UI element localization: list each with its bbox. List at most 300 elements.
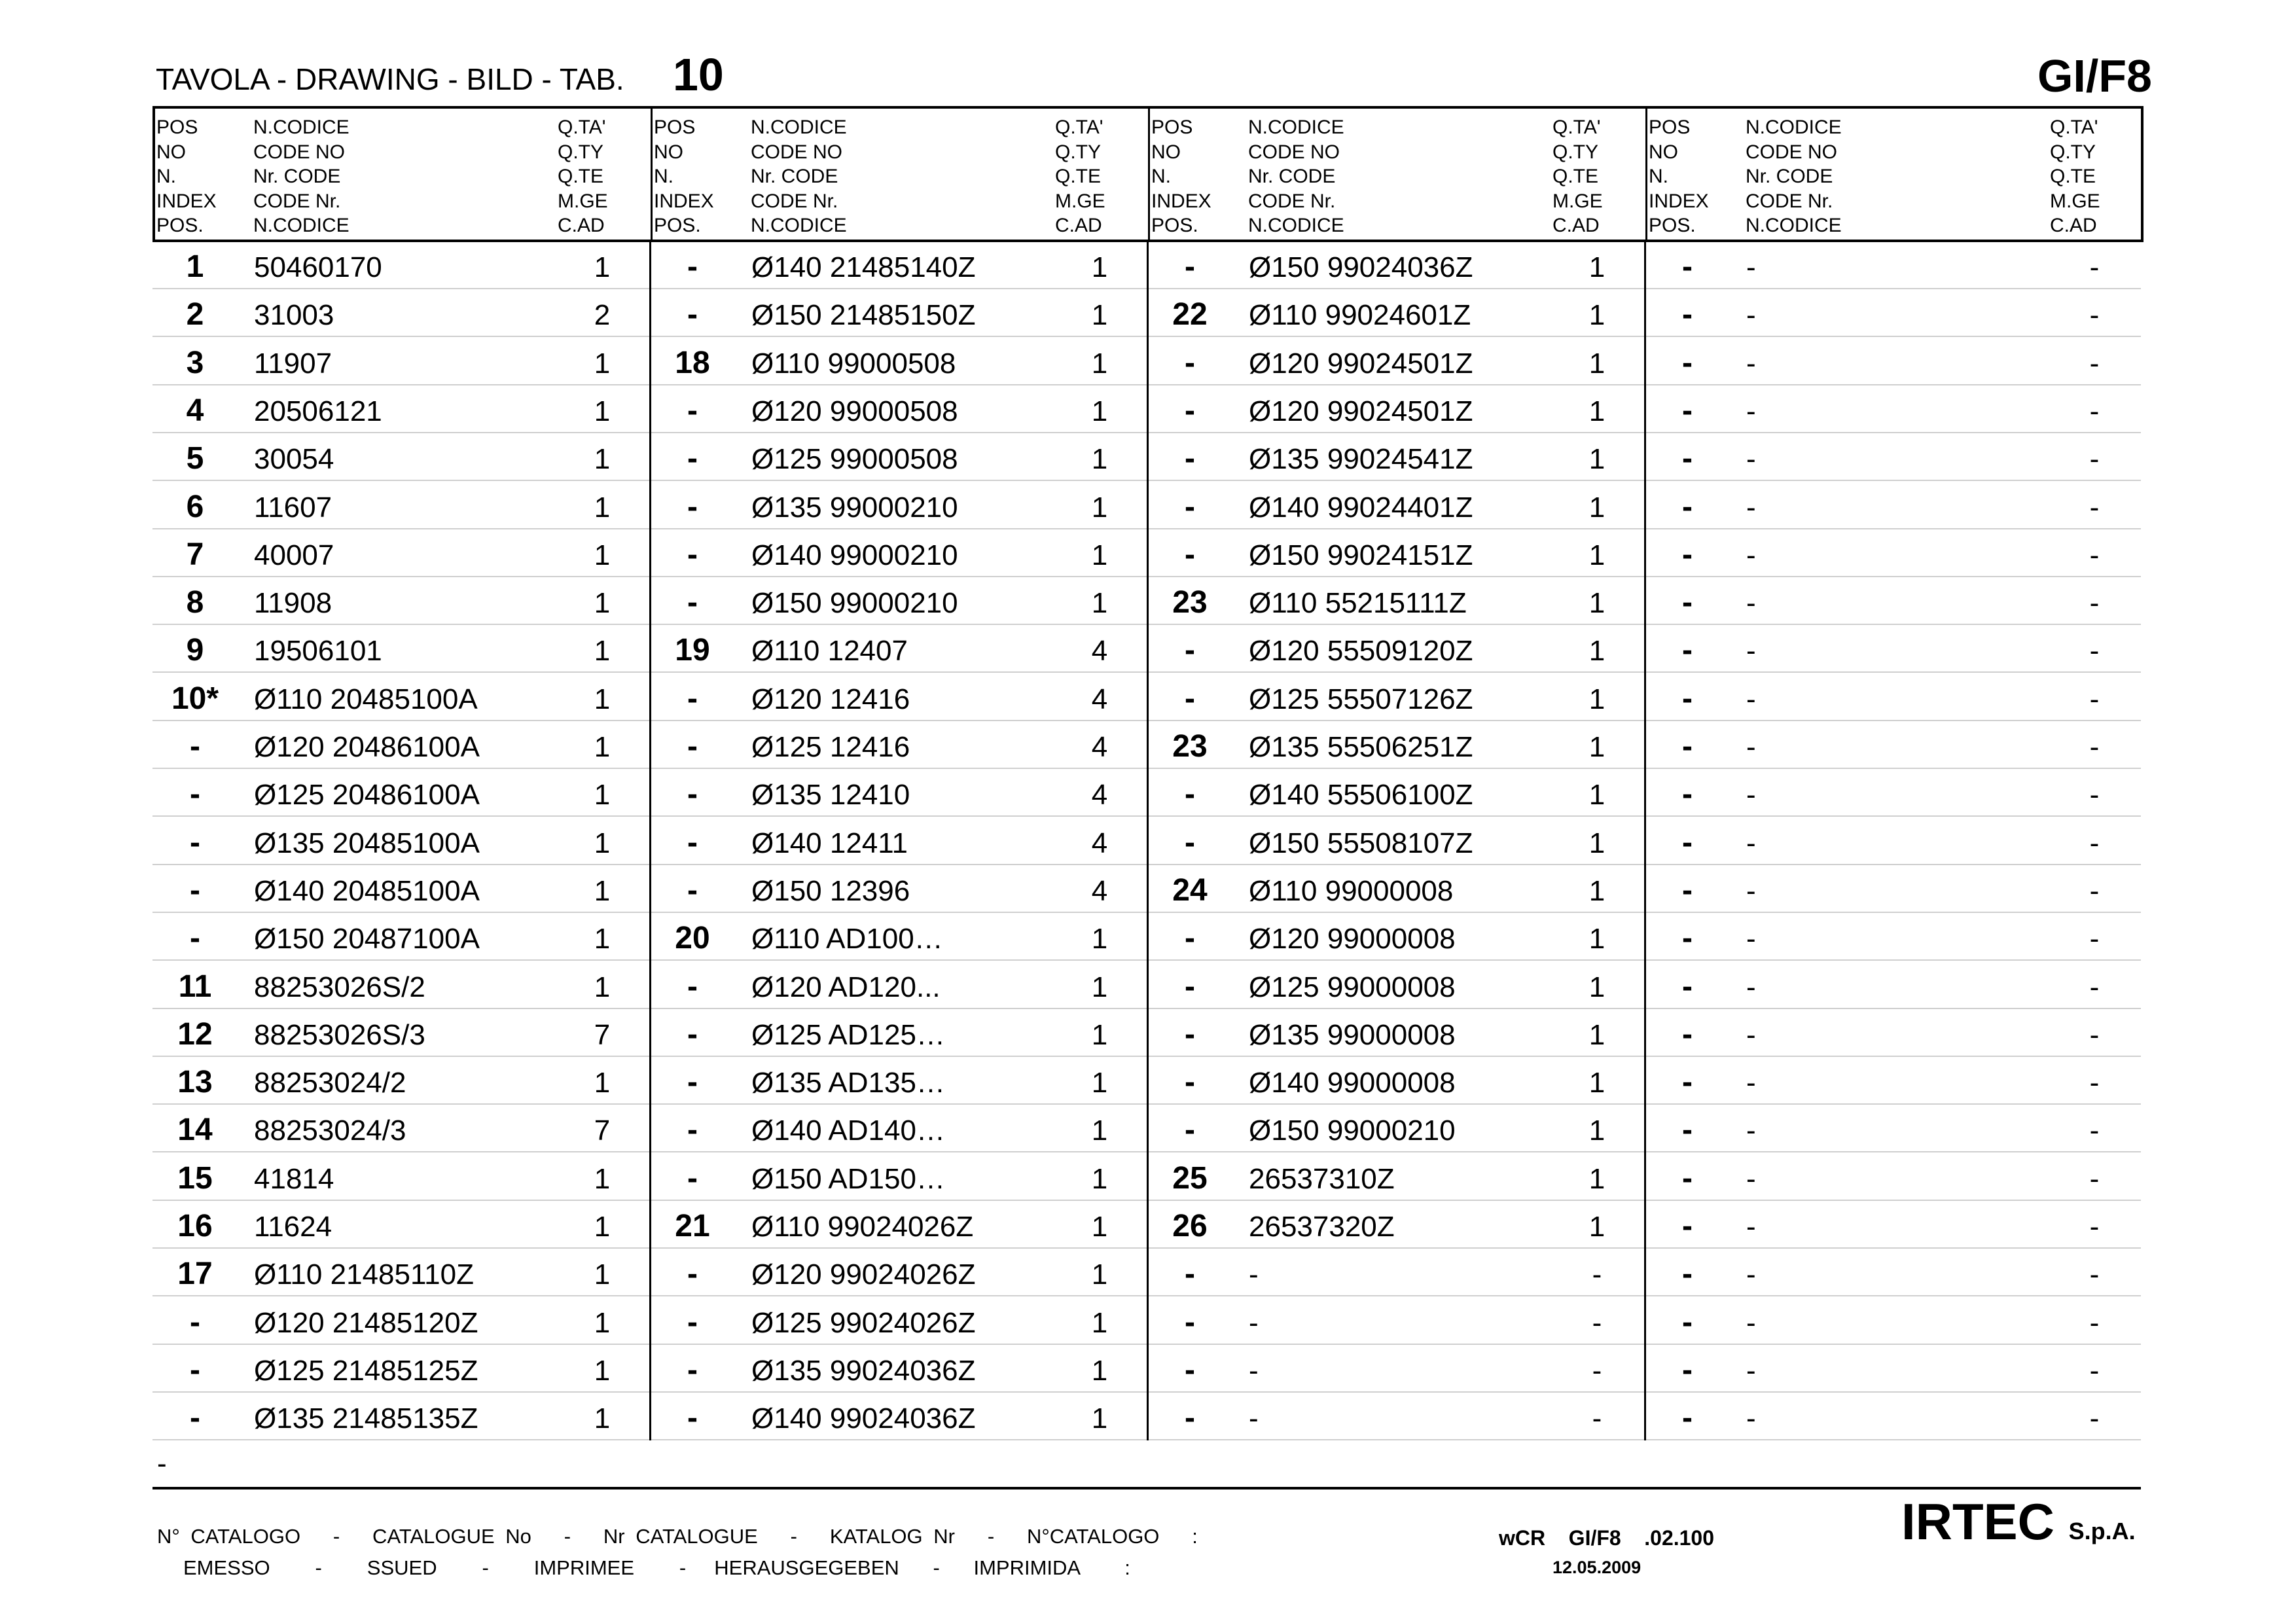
part-code: Ø120 99000008 xyxy=(1249,923,1456,955)
part-quantity: 1 xyxy=(594,779,611,812)
part-quantity: - xyxy=(2089,539,2100,571)
part-quantity: - xyxy=(2089,347,2100,380)
part-quantity: - xyxy=(2089,299,2100,332)
part-quantity: 1 xyxy=(594,971,611,1003)
footer-divider xyxy=(152,1487,2141,1489)
part-code: - xyxy=(1249,1306,1259,1339)
part-code: Ø140 12411 xyxy=(751,827,908,859)
part-position: 16 xyxy=(177,1209,213,1243)
part-code: - xyxy=(1746,1306,1756,1339)
part-code: Ø150 AD150… xyxy=(751,1162,945,1195)
part-quantity: 1 xyxy=(594,827,611,859)
part-code: Ø135 99024541Z xyxy=(1249,443,1473,476)
part-code: - xyxy=(1746,1354,1756,1387)
part-position: - xyxy=(1185,1257,1195,1292)
brand-suffix: S.p.A. xyxy=(2068,1518,2136,1544)
part-quantity: 1 xyxy=(1588,491,1605,524)
part-quantity: - xyxy=(1592,1354,1602,1387)
drawing-code: GI/F8 xyxy=(2037,50,2152,101)
part-code: - xyxy=(1746,299,1756,332)
part-quantity: - xyxy=(2089,491,2100,524)
part-position: - xyxy=(687,1400,698,1436)
part-quantity: 1 xyxy=(594,395,611,427)
part-position: - xyxy=(1682,729,1693,764)
part-code: Ø135 20485100A xyxy=(254,827,480,859)
part-position: - xyxy=(687,537,698,572)
part-quantity: 4 xyxy=(1091,779,1108,812)
table-number: 10 xyxy=(673,49,724,100)
part-quantity: 1 xyxy=(1588,779,1605,812)
part-quantity: 1 xyxy=(1588,395,1605,427)
part-quantity: 1 xyxy=(1091,1211,1108,1243)
part-code: - xyxy=(1249,1402,1259,1435)
part-code: - xyxy=(1746,683,1756,715)
part-position: 2 xyxy=(186,297,204,332)
part-position: - xyxy=(1682,633,1693,668)
part-code: Ø135 21485135Z xyxy=(254,1402,478,1435)
header-qty-3: Q.TA' Q.TY Q.TE M.GE C.AD xyxy=(1552,116,1603,236)
part-code: Ø135 AD135… xyxy=(751,1067,945,1099)
part-quantity: - xyxy=(2089,587,2100,620)
part-code: Ø150 20487100A xyxy=(254,923,480,955)
part-position: - xyxy=(1185,1400,1195,1436)
part-quantity: 1 xyxy=(1588,971,1605,1003)
header-qty-4: Q.TA' Q.TY Q.TE M.GE C.AD xyxy=(2050,116,2100,236)
part-code: 41814 xyxy=(254,1162,334,1195)
part-quantity: - xyxy=(2089,827,2100,859)
part-position: - xyxy=(1185,1352,1195,1387)
part-position: - xyxy=(1682,969,1693,1004)
part-quantity: - xyxy=(2089,779,2100,812)
part-code: - xyxy=(1746,443,1756,476)
part-code: Ø140 AD140… xyxy=(751,1115,945,1147)
part-quantity: 2 xyxy=(594,299,611,332)
catalogue-line: N° CATALOGO - CATALOGUE No - Nr CATALOGUE - KATALOG Nr - N°CATALOGO : xyxy=(157,1525,1198,1548)
part-code: Ø140 20485100A xyxy=(254,874,480,907)
table-header xyxy=(152,106,2144,242)
part-quantity: 1 xyxy=(1091,1067,1108,1099)
part-position: - xyxy=(1682,393,1693,428)
part-code: Ø110 AD100… xyxy=(751,923,943,955)
part-position: - xyxy=(190,1304,200,1340)
part-quantity: 1 xyxy=(594,1354,611,1387)
part-code: - xyxy=(1746,971,1756,1003)
part-code: Ø135 12410 xyxy=(751,779,910,812)
part-quantity: 4 xyxy=(1091,827,1108,859)
part-code: 88253024/3 xyxy=(254,1115,406,1147)
part-quantity: 1 xyxy=(1588,1067,1605,1099)
part-position: - xyxy=(687,1304,698,1340)
part-code: Ø140 99024401Z xyxy=(1249,491,1473,524)
part-quantity: 1 xyxy=(1091,1354,1108,1387)
column-separator xyxy=(1644,241,1646,1440)
part-code: - xyxy=(1746,779,1756,812)
part-code: Ø110 55215111Z xyxy=(1249,587,1467,620)
part-code: 11607 xyxy=(254,491,332,524)
part-position: - xyxy=(1682,441,1693,476)
notes-field: - xyxy=(157,1448,167,1480)
part-position: - xyxy=(190,1352,200,1387)
header-pos-1: POS NO N. INDEX POS. xyxy=(156,116,217,236)
part-quantity: 1 xyxy=(1588,874,1605,907)
part-code: - xyxy=(1746,539,1756,571)
part-quantity: - xyxy=(2089,1211,2100,1243)
brand-name: IRTEC xyxy=(1901,1493,2054,1550)
part-code: Ø140 99000210 xyxy=(751,539,958,571)
part-quantity: 1 xyxy=(1091,491,1108,524)
part-code: Ø150 99024151Z xyxy=(1249,539,1473,571)
part-quantity: 1 xyxy=(1588,731,1605,763)
part-quantity: 1 xyxy=(594,923,611,955)
issued-line: EMESSO - SSUED - IMPRIMEE - HERAUSGEGEBEN - IMPRIMIDA : xyxy=(183,1556,1130,1579)
part-position: 8 xyxy=(186,585,204,620)
part-code: - xyxy=(1746,347,1756,380)
part-code: Ø110 99024601Z xyxy=(1249,299,1471,332)
part-quantity: - xyxy=(2089,251,2100,283)
part-quantity: 1 xyxy=(594,731,611,763)
catalogue-code: wCR GI/F8 .02.100 xyxy=(1499,1526,1715,1550)
part-position: 22 xyxy=(1172,297,1208,332)
part-code: - xyxy=(1746,1018,1756,1051)
part-position: 17 xyxy=(177,1257,213,1292)
part-code: - xyxy=(1746,251,1756,283)
part-position: - xyxy=(687,585,698,620)
part-quantity: - xyxy=(2089,395,2100,427)
part-position: - xyxy=(687,1016,698,1052)
part-code: 50460170 xyxy=(254,251,382,283)
part-position: - xyxy=(1682,537,1693,572)
part-quantity: 1 xyxy=(1588,1115,1605,1147)
part-code: - xyxy=(1746,491,1756,524)
part-code: 30054 xyxy=(254,443,334,476)
part-code: Ø150 99000210 xyxy=(1249,1115,1456,1147)
part-quantity: - xyxy=(2089,1306,2100,1339)
part-quantity: 7 xyxy=(594,1115,611,1147)
part-position: - xyxy=(190,777,200,812)
header-code-3: N.CODICE CODE NO Nr. CODE CODE Nr. N.CODICE xyxy=(1248,116,1344,236)
part-position: - xyxy=(687,969,698,1004)
drawing-header xyxy=(156,47,2152,106)
part-code: Ø150 55508107Z xyxy=(1249,827,1473,859)
part-quantity: 1 xyxy=(1588,251,1605,283)
part-position: - xyxy=(1682,872,1693,908)
part-quantity: - xyxy=(2089,1067,2100,1099)
part-position: - xyxy=(1682,1400,1693,1436)
part-position: - xyxy=(687,681,698,716)
part-position: - xyxy=(1682,1160,1693,1196)
part-code: - xyxy=(1746,1211,1756,1243)
part-code: 88253026S/2 xyxy=(254,971,425,1003)
part-code: - xyxy=(1746,1067,1756,1099)
part-position: 23 xyxy=(1172,729,1208,764)
part-code: Ø110 99024026Z xyxy=(751,1211,974,1243)
part-quantity: 4 xyxy=(1091,874,1108,907)
part-code: 19506101 xyxy=(254,635,382,668)
part-quantity: 1 xyxy=(1091,539,1108,571)
part-quantity: 1 xyxy=(1588,347,1605,380)
header-qty-1: Q.TA' Q.TY Q.TE M.GE C.AD xyxy=(558,116,608,236)
part-code: Ø140 21485140Z xyxy=(751,251,976,283)
part-quantity: 1 xyxy=(1091,971,1108,1003)
part-position: - xyxy=(1682,297,1693,332)
header-separator xyxy=(651,109,653,240)
part-code: - xyxy=(1746,1162,1756,1195)
part-position: - xyxy=(190,729,200,764)
part-position: - xyxy=(687,1352,698,1387)
part-quantity: 1 xyxy=(594,1306,611,1339)
part-code: 31003 xyxy=(254,299,334,332)
part-position: - xyxy=(687,249,698,284)
part-quantity: - xyxy=(2089,443,2100,476)
part-position: 24 xyxy=(1172,872,1208,908)
part-quantity: - xyxy=(2089,683,2100,715)
part-position: 10* xyxy=(171,681,219,716)
part-position: 12 xyxy=(177,1016,213,1052)
part-quantity: - xyxy=(2089,923,2100,955)
part-code: Ø135 99000008 xyxy=(1249,1018,1456,1051)
issue-date: 12.05.2009 xyxy=(1552,1558,1641,1577)
part-position: - xyxy=(687,489,698,524)
part-quantity: 1 xyxy=(594,491,611,524)
part-position: - xyxy=(1185,537,1195,572)
part-quantity: 1 xyxy=(1588,827,1605,859)
part-position: - xyxy=(1185,489,1195,524)
part-quantity: - xyxy=(1592,1402,1602,1435)
part-code: Ø120 AD120... xyxy=(751,971,941,1003)
part-position: - xyxy=(1185,249,1195,284)
part-position: 21 xyxy=(675,1209,710,1243)
part-code: - xyxy=(1746,1402,1756,1435)
part-quantity: 1 xyxy=(1091,923,1108,955)
part-code: - xyxy=(1746,731,1756,763)
part-quantity: 1 xyxy=(594,1402,611,1435)
part-quantity: 1 xyxy=(1091,299,1108,332)
part-position: - xyxy=(687,872,698,908)
header-code-2: N.CODICE CODE NO Nr. CODE CODE Nr. N.CODICE xyxy=(751,116,847,236)
column-separator xyxy=(1147,241,1149,1440)
part-quantity: 1 xyxy=(594,251,611,283)
part-quantity: 1 xyxy=(594,347,611,380)
part-quantity: - xyxy=(2089,1162,2100,1195)
part-code: Ø120 99024026Z xyxy=(751,1258,976,1291)
part-code: Ø140 99000008 xyxy=(1249,1067,1456,1099)
part-code: Ø125 12416 xyxy=(751,731,910,763)
part-code: - xyxy=(1746,587,1756,620)
part-quantity: 1 xyxy=(1091,1018,1108,1051)
part-quantity: 1 xyxy=(594,443,611,476)
part-position: - xyxy=(687,825,698,860)
part-quantity: 1 xyxy=(1091,395,1108,427)
part-code: - xyxy=(1746,1115,1756,1147)
part-position: - xyxy=(687,1065,698,1100)
part-quantity: - xyxy=(2089,1402,2100,1435)
part-position: 19 xyxy=(675,633,710,668)
part-position: - xyxy=(1185,441,1195,476)
part-position: - xyxy=(1185,393,1195,428)
part-quantity: 1 xyxy=(594,539,611,571)
part-position: - xyxy=(687,729,698,764)
part-quantity: 1 xyxy=(1091,251,1108,283)
part-position: - xyxy=(1682,1352,1693,1387)
part-quantity: - xyxy=(2089,1354,2100,1387)
part-position: - xyxy=(1682,825,1693,860)
part-code: Ø150 21485150Z xyxy=(751,299,976,332)
part-position: - xyxy=(1682,1209,1693,1243)
part-code: Ø120 12416 xyxy=(751,683,910,715)
part-quantity: - xyxy=(1592,1258,1602,1291)
part-position: 1 xyxy=(186,249,204,284)
part-position: 20 xyxy=(675,921,710,956)
part-code: Ø120 21485120Z xyxy=(254,1306,478,1339)
part-position: 15 xyxy=(177,1160,213,1196)
part-quantity: 1 xyxy=(1091,1306,1108,1339)
part-code: - xyxy=(1249,1258,1259,1291)
part-quantity: 1 xyxy=(1091,587,1108,620)
part-quantity: 1 xyxy=(1588,683,1605,715)
part-position: - xyxy=(1682,681,1693,716)
part-position: 4 xyxy=(186,393,204,428)
part-position: - xyxy=(190,825,200,860)
part-position: - xyxy=(1185,633,1195,668)
part-quantity: 1 xyxy=(1588,1018,1605,1051)
part-quantity: 4 xyxy=(1091,635,1108,668)
part-position: - xyxy=(1185,1065,1195,1100)
part-quantity: 1 xyxy=(1588,923,1605,955)
part-code: Ø125 AD125… xyxy=(751,1018,945,1051)
part-code: Ø120 99024501Z xyxy=(1249,395,1473,427)
part-position: - xyxy=(1682,1016,1693,1052)
part-code: - xyxy=(1249,1354,1259,1387)
part-code: Ø125 99000008 xyxy=(1249,971,1456,1003)
header-qty-2: Q.TA' Q.TY Q.TE M.GE C.AD xyxy=(1055,116,1105,236)
part-position: - xyxy=(687,1160,698,1196)
part-code: Ø125 20486100A xyxy=(254,779,480,812)
part-quantity: 1 xyxy=(594,635,611,668)
part-position: - xyxy=(687,393,698,428)
part-position: - xyxy=(1185,969,1195,1004)
part-position: - xyxy=(1185,921,1195,956)
part-quantity: 1 xyxy=(1588,1211,1605,1243)
part-code: 20506121 xyxy=(254,395,382,427)
part-quantity: 1 xyxy=(1588,1162,1605,1195)
part-code: Ø125 55507126Z xyxy=(1249,683,1473,715)
part-code: - xyxy=(1746,827,1756,859)
part-quantity: - xyxy=(2089,731,2100,763)
part-position: 6 xyxy=(186,489,204,524)
part-quantity: 1 xyxy=(594,587,611,620)
header-code-1: N.CODICE CODE NO Nr. CODE CODE Nr. N.CODICE xyxy=(253,116,350,236)
part-quantity: 1 xyxy=(1091,1115,1108,1147)
part-quantity: 1 xyxy=(1091,347,1108,380)
part-position: 14 xyxy=(177,1113,213,1148)
part-position: 7 xyxy=(186,537,204,572)
part-quantity: 1 xyxy=(594,1258,611,1291)
part-quantity: 1 xyxy=(1588,539,1605,571)
part-code: 40007 xyxy=(254,539,334,571)
part-code: Ø150 99000210 xyxy=(751,587,958,620)
part-code: Ø110 21485110Z xyxy=(254,1258,474,1291)
column-separator xyxy=(649,241,651,1440)
part-position: 11 xyxy=(178,969,212,1004)
drawing-label: TAVOLA - DRAWING - BILD - TAB. xyxy=(156,62,624,96)
part-quantity: 1 xyxy=(1588,587,1605,620)
part-code: 11908 xyxy=(254,587,332,620)
part-quantity: 1 xyxy=(1091,1162,1108,1195)
part-position: - xyxy=(1682,921,1693,956)
part-position: 18 xyxy=(675,345,710,380)
header-pos-2: POS NO N. INDEX POS. xyxy=(654,116,714,236)
part-position: 9 xyxy=(186,633,204,668)
part-code: Ø140 55506100Z xyxy=(1249,779,1473,812)
part-position: - xyxy=(1682,1113,1693,1148)
part-code: 11624 xyxy=(254,1211,332,1243)
header-code-4: N.CODICE CODE NO Nr. CODE CODE Nr. N.CODICE xyxy=(1746,116,1842,236)
part-position: - xyxy=(1185,345,1195,380)
part-code: - xyxy=(1746,1258,1756,1291)
part-code: Ø110 99000008 xyxy=(1249,874,1454,907)
part-quantity: 1 xyxy=(594,1162,611,1195)
part-position: - xyxy=(1682,249,1693,284)
part-quantity: 1 xyxy=(594,1211,611,1243)
brand-logo xyxy=(1901,1492,2136,1552)
part-code: 88253024/2 xyxy=(254,1067,406,1099)
part-position: - xyxy=(190,921,200,956)
header-pos-4: POS NO N. INDEX POS. xyxy=(1649,116,1709,236)
part-position: - xyxy=(190,872,200,908)
part-code: Ø135 55506251Z xyxy=(1249,731,1473,763)
part-code: Ø125 21485125Z xyxy=(254,1354,478,1387)
part-quantity: - xyxy=(2089,971,2100,1003)
part-code: Ø120 99000508 xyxy=(751,395,958,427)
part-position: - xyxy=(1185,1304,1195,1340)
part-position: - xyxy=(1185,825,1195,860)
part-quantity: 1 xyxy=(1091,1402,1108,1435)
part-code: Ø135 99024036Z xyxy=(751,1354,976,1387)
part-code: Ø140 99024036Z xyxy=(751,1402,976,1435)
part-quantity: 1 xyxy=(1091,443,1108,476)
part-code: - xyxy=(1746,874,1756,907)
part-code: - xyxy=(1746,635,1756,668)
header-separator xyxy=(1148,109,1150,240)
part-position: - xyxy=(687,441,698,476)
part-code: - xyxy=(1746,395,1756,427)
part-code: Ø110 20485100A xyxy=(254,683,478,715)
header-pos-3: POS NO N. INDEX POS. xyxy=(1151,116,1211,236)
part-code: Ø110 12407 xyxy=(751,635,908,668)
part-code: Ø110 99000508 xyxy=(751,347,956,380)
part-quantity: - xyxy=(2089,635,2100,668)
part-position: - xyxy=(1682,1304,1693,1340)
part-quantity: - xyxy=(2089,874,2100,907)
part-quantity: 4 xyxy=(1091,683,1108,715)
part-position: 5 xyxy=(186,441,204,476)
part-position: - xyxy=(1682,585,1693,620)
part-position: 25 xyxy=(1172,1160,1208,1196)
part-position: - xyxy=(1682,345,1693,380)
part-position: 3 xyxy=(186,345,204,380)
part-quantity: 1 xyxy=(1588,635,1605,668)
part-code: Ø125 99024026Z xyxy=(751,1306,976,1339)
part-position: - xyxy=(1185,681,1195,716)
part-quantity: - xyxy=(2089,1258,2100,1291)
part-code: Ø150 12396 xyxy=(751,874,910,907)
part-quantity: - xyxy=(2089,1115,2100,1147)
part-position: - xyxy=(687,777,698,812)
part-position: - xyxy=(190,1400,200,1436)
part-quantity: 1 xyxy=(594,1067,611,1099)
part-position: - xyxy=(1185,1113,1195,1148)
part-quantity: 1 xyxy=(1588,299,1605,332)
